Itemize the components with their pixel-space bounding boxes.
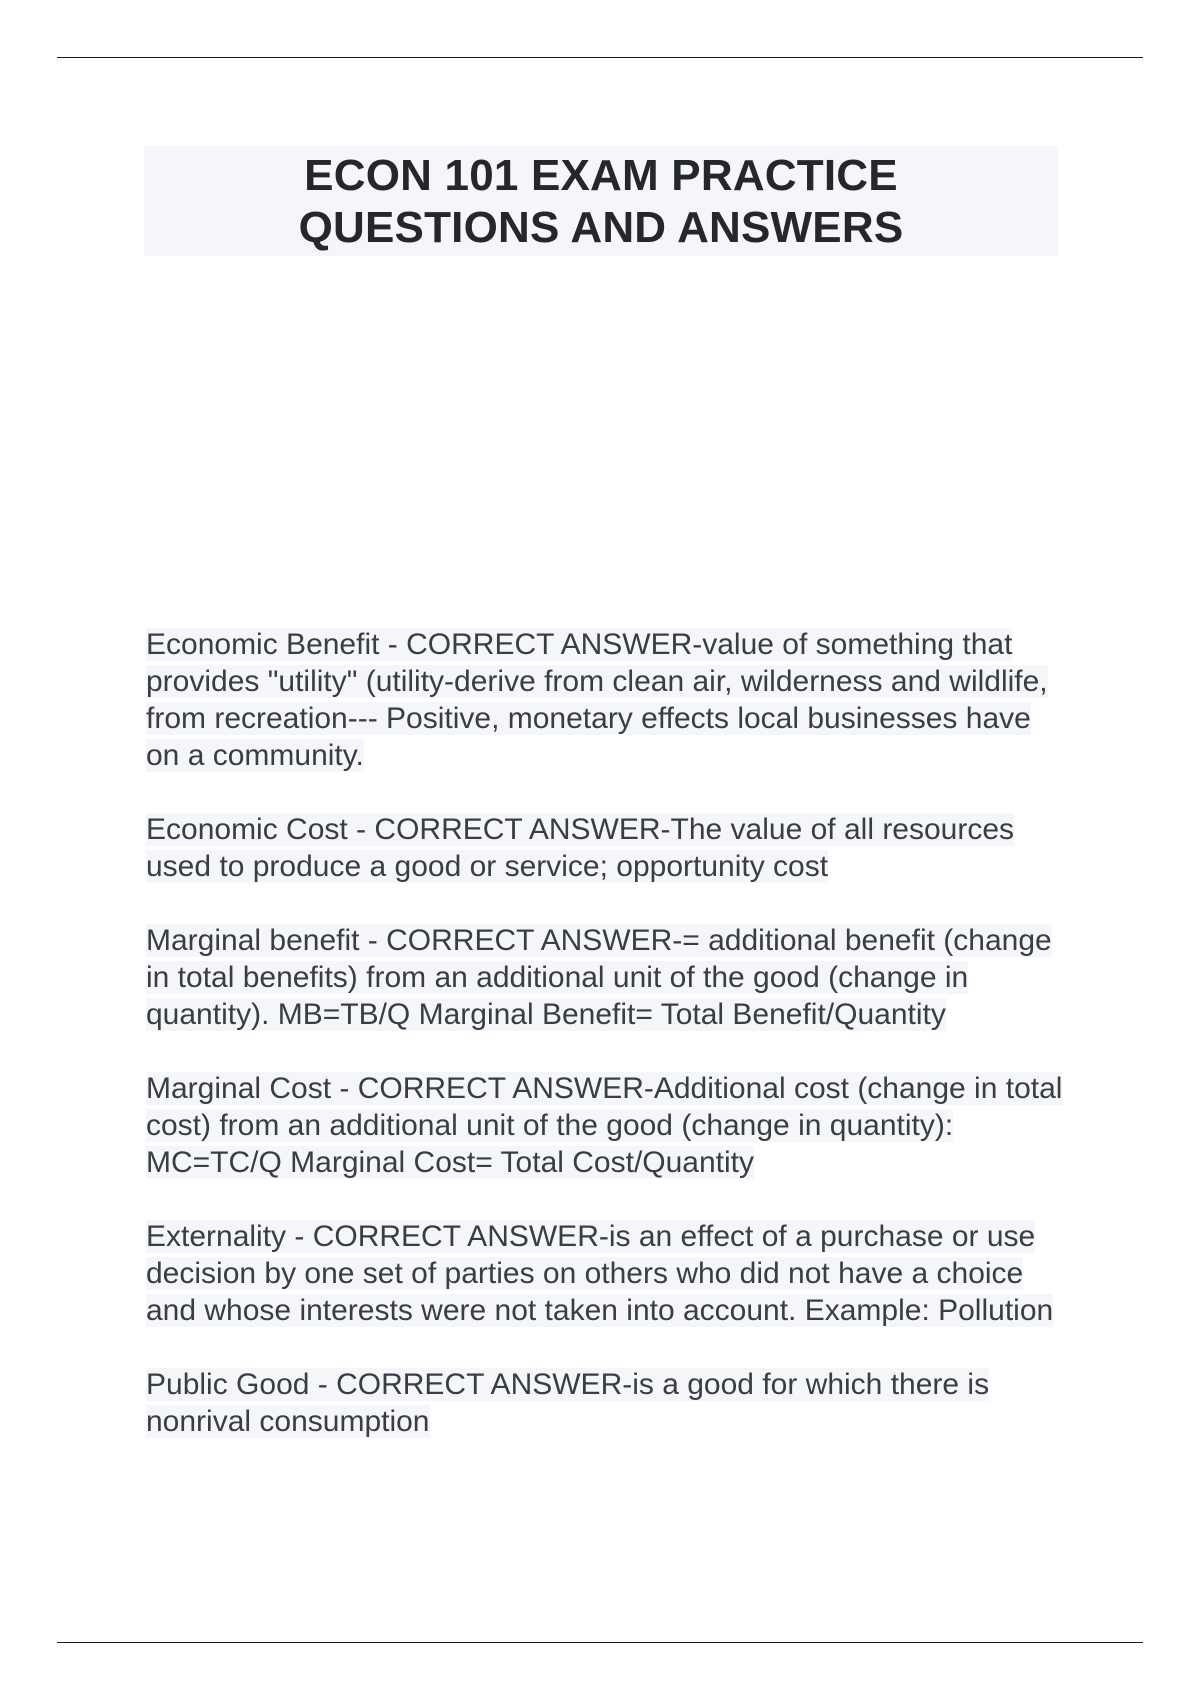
qa-entry-text: Economic Cost - CORRECT ANSWER-The value of all resources used to produce a good or service; opportunity cost: [146, 813, 1015, 883]
qa-entry-text: Economic Benefit - CORRECT ANSWER-value of something that provides "utility" (utility-derive from clean air, wilderness and wildlife, from recreation--- Positive, monetary effects local businesses have on a community.: [146, 628, 1048, 772]
qa-list: [146, 626, 1066, 1477]
title-line-2: QUESTIONS AND ANSWERS: [298, 203, 904, 252]
document-title: [144, 146, 1058, 256]
qa-entry-externality: [146, 1218, 1066, 1329]
qa-entry-text: Externality - CORRECT ANSWER-is an effect of a purchase or use decision by one set of parties on others who did not have a choice and whose interests were not taken into account. Example: Pollution: [146, 1220, 1054, 1327]
qa-entry-text: Marginal Cost - CORRECT ANSWER-Additional cost (change in total cost) from an additional unit of the good (change in quantity): MC=TC/Q Marginal Cost= Total Cost/Quantity: [146, 1072, 1063, 1179]
qa-entry-marginal-benefit: [146, 922, 1066, 1033]
title-line-1: ECON 101 EXAM PRACTICE: [304, 151, 898, 200]
qa-entry-economic-benefit: [146, 626, 1066, 774]
footer-rule: [57, 1642, 1143, 1643]
qa-entry-text: Marginal benefit - CORRECT ANSWER-= additional benefit (change in total benefits) from an additional unit of the good (change in quantity). MB=TB/Q Marginal Benefit= Total Benefit/Quantity: [146, 924, 1052, 1031]
qa-entry-economic-cost: [146, 811, 1066, 885]
qa-entry-text: Public Good - CORRECT ANSWER-is a good for which there is nonrival consumption: [146, 1368, 990, 1438]
header-rule: [57, 57, 1143, 58]
qa-entry-public-good: [146, 1366, 1066, 1440]
qa-entry-marginal-cost: [146, 1070, 1066, 1181]
